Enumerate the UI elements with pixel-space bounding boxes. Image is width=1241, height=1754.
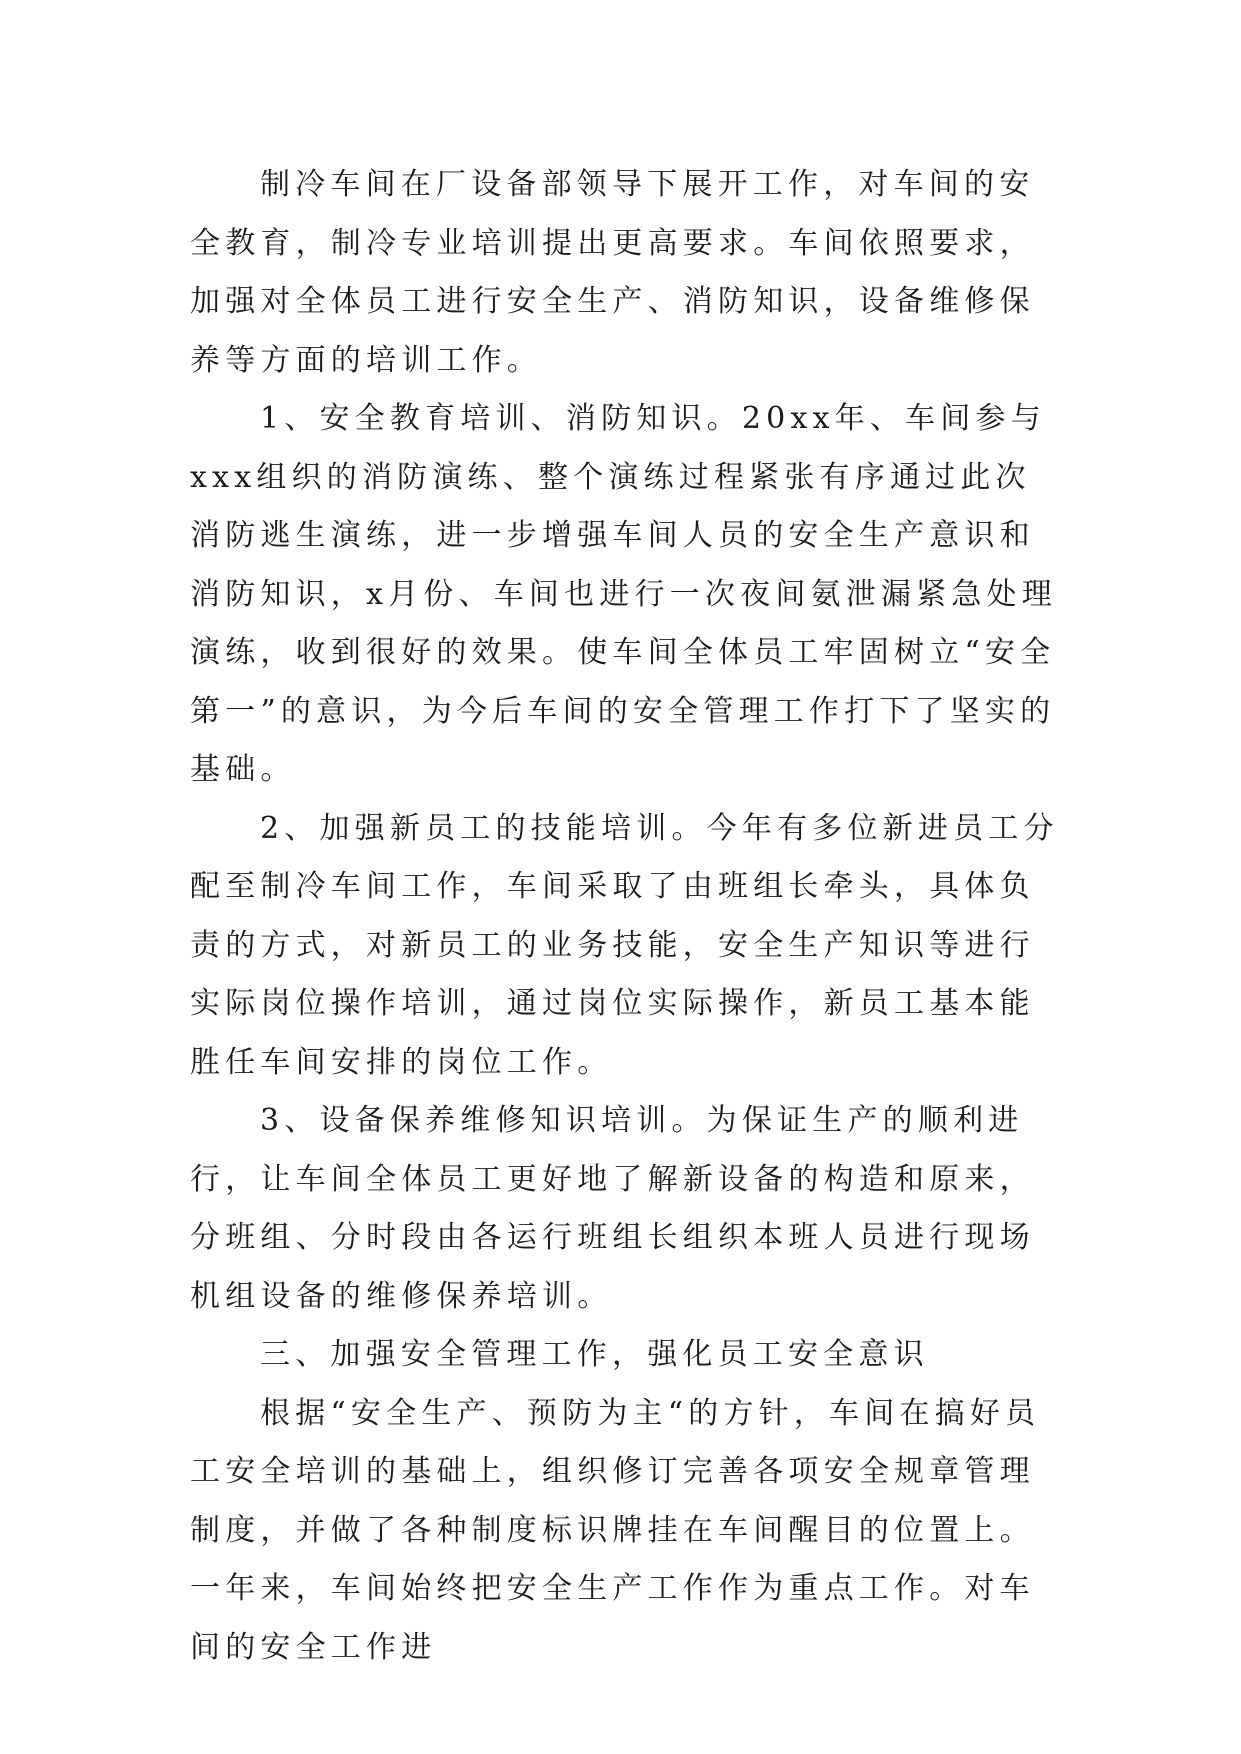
paragraph-intro: 制冷车间在厂设备部领导下展开工作，对车间的安全教育，制冷专业培训提出更高要求。车间依照要求，加强对全体员工进行安全生产、消防知识，设备维修保养等方面的培训工作。 [190,167,1035,378]
paragraph-item-1: 1、安全教育培训、消防知识。20xx年、车间参与xxx组织的消防演练、整个演练过程紧张有序通过此次消防逃生演练，进一步增强车间人员的安全生产意识和消防知识，x月份、车间也进行一次夜间氨泄漏紧急处理演练，收到很好的效果。使车间全体员工牢固树立“安全第一”的意识，为今后车间的安全管理工作打下了坚实的基础。 [190,401,1057,787]
paragraph-item-3: 3、设备保养维修知识培训。为保证生产的顺利进行，让车间全体员工更好地了解新设备的构造和原来，分班组、分时段由各运行班组长组织本班人员进行现场机组设备的维修保养培训。 [190,1103,1035,1314]
section-heading: 三、加强安全管理工作，强化员工安全意识 [260,1337,929,1372]
paragraph-safety: 根据“安全生产、预防为主“的方针，车间在搞好员工安全培训的基础上，组织修订完善各项安全规章管理制度，并做了各种制度标识牌挂在车间醒目的位置上。一年来，车间始终把安全生产工作作为重点工作。对车间的安全工作进 [190,1395,1041,1665]
paragraph-item-2: 2、加强新员工的技能培训。今年有多位新进员工分配至制冷车间工作，车间采取了由班组长牵头，具体负责的方式，对新员工的业务技能，安全生产知识等进行实际岗位操作培训，通过岗位实际操作，新员工基本能胜任车间安排的岗位工作。 [190,810,1059,1080]
document-body [190,156,1062,1677]
